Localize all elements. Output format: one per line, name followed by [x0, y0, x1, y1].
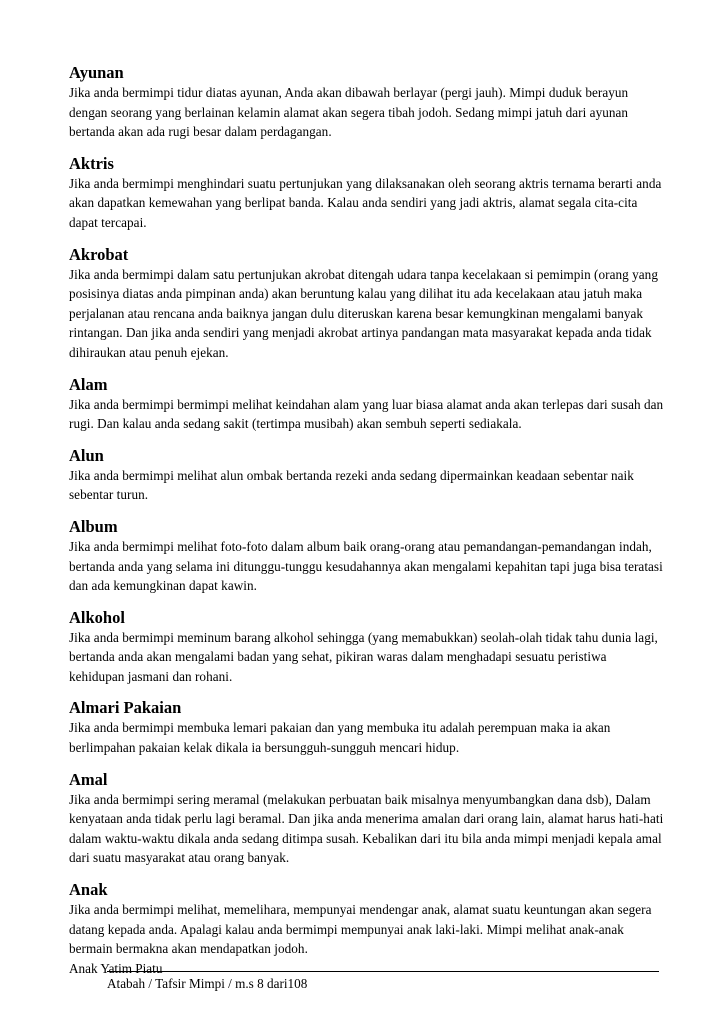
entry-title: Album	[69, 516, 118, 536]
page-footer	[107, 959, 659, 993]
entry-akrobat	[69, 245, 665, 363]
entry-aktris	[69, 154, 665, 233]
entry-amal	[69, 770, 665, 868]
entry-text: Jika anda bermimpi sering meramal (melakukan perbuatan baik misalnya menyumbangkan dana dsb), Dalam kenyataan anda tidak perlu lagi beramal. Dan jika anda menerima amalan dari orang lain, alamat harus hati-hati dalam waktu-waktu dikala anda sedang ditimpa susah. Kebalikan dari itu bila anda mimpi menjadi kepala amal dari suatu masyarakat atau orang banyak.	[69, 791, 664, 866]
footer-page-info: Atabah / Tafsir Mimpi / m.s 8 dari108	[107, 976, 308, 991]
entry-alkohol	[69, 608, 665, 687]
entry-text: Jika anda bermimpi dalam satu pertunjukan akrobat ditengah udara tanpa kecelakaan si pemimpin (orang yang posisinya diatas anda pimpinan anda) akan beruntung kalau yang dilihat itu ada kecelakaan atau jatuh maka perjalanan atau rencana anda baiknya jangan dulu diteruskan karena besar kemungkinan mengalami banyak rintangan. Dan jika anda sendiri yang menjadi akrobat artinya pandangan mata masyarakat kepada anda tidak dihiraukan atau penuh ejekan.	[69, 266, 658, 360]
entry-text: Jika anda bermimpi melihat, memelihara, mempunyai mendengar anak, alamat suatu keuntungan akan segera datang kepada anda. Apalagi kalau anda bermimpi mempunyai anak laki-laki. Mimpi melihat anak-anak bermain bermakna akan mendapatkan jodoh.	[69, 902, 652, 957]
entry-alun	[69, 446, 665, 505]
entry-title: Anak	[69, 880, 108, 900]
entry-title: Amal	[69, 769, 108, 789]
entry-text: Jika anda bermimpi meminum barang alkohol sehingga (yang memabukkan) seolah-olah tidak tahu dunia lagi, bertanda anda akan mengalami badan yang sehat, pikiran waras dalam menghadapi sesuatu peristiwa kehidupan jasmani dan rohani.	[69, 629, 658, 684]
entry-title: Alam	[69, 374, 108, 394]
entry-title: Akrobat	[69, 244, 129, 264]
sub-entry-title: Anak Yatim Piatu	[69, 960, 163, 976]
entry-text: Jika anda bermimpi menghindari suatu pertunjukan yang dilaksanakan oleh seorang aktris ternama berarti anda akan dapatkan kemewahan yang berlipat banda. Kalau anda sendiri yang jadi aktris, alamat segala cita-cita dapat tercapai.	[69, 175, 662, 230]
entry-text: Jika anda bermimpi bermimpi melihat keindahan alam yang luar biasa alamat anda akan terlepas dari susah dan rugi. Dan kalau anda sedang sakit (tertimpa musibah) akan sembuh seperti sediakala.	[69, 396, 664, 432]
footer-divider	[107, 971, 659, 972]
entry-ayunan	[69, 63, 665, 142]
entry-album	[69, 517, 665, 596]
entry-title: Aktris	[69, 153, 114, 173]
entry-text: Jika anda bermimpi melihat foto-foto dalam album baik orang-orang atau pemandangan-pemandangan indah, bertanda anda yang selama ini ditunggu-tunggu kesudahannya akan mengalami kepahitan tapi juga bisa teratasi dan ada kemungkinan dapat kawin.	[69, 538, 663, 594]
entry-title: Almari Pakaian	[69, 698, 182, 718]
entry-text: Jika anda bermimpi melihat alun ombak bertanda rezeki anda sedang dipermainkan keadaan sebentar naik sebentar turun.	[69, 467, 634, 503]
entry-text: Jika anda bermimpi tidur diatas ayunan, Anda akan dibawah berlayar (pergi jauh). Mimpi duduk berayun dengan seorang yang berlainan kelamin alamat akan segera tibah jodoh. Sedang mimpi jatuh dari ayunan bertanda akan ada rugi besar dalam perdagangan.	[69, 85, 629, 140]
document-page	[69, 63, 665, 990]
entry-title: Alkohol	[69, 607, 125, 627]
entry-title: Ayunan	[69, 63, 124, 82]
entry-alam	[69, 375, 665, 434]
entry-text: Jika anda bermimpi membuka lemari pakaian dan yang membuka itu adalah perempuan maka ia akan berlimpahan pakaian kelak dikala ia bersungguh-sungguh mencari hidup.	[69, 720, 611, 756]
entry-title: Alun	[69, 445, 104, 465]
entry-almari-pakaian	[69, 698, 665, 757]
